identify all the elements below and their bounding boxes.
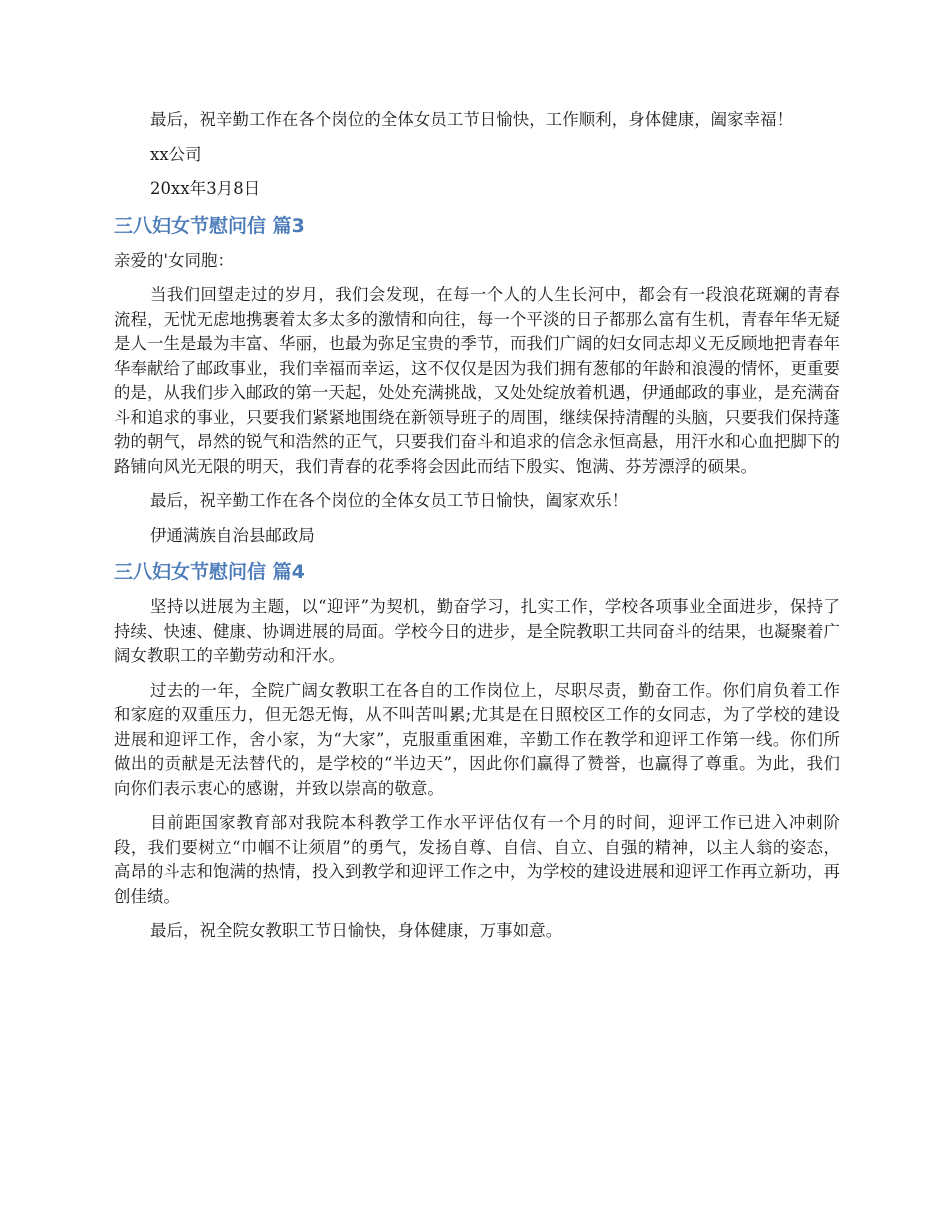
section3-heading: 三八妇女节慰问信 篇3 bbox=[114, 214, 305, 237]
section3-greeting: 亲爱的'女同胞： bbox=[114, 250, 235, 270]
section4-closing: 最后，祝全院女教职工节日愉快，身体健康，万事如意。 bbox=[150, 921, 563, 940]
section3-body: 当我们回望走过的岁月，我们会发现，在每一个人的人生长河中，都会有一段浪花斑斓的青春流程，无忧无虑地携裹着太多太多的激情和向往，每一个平淡的日子都那么富有生机，青春年华无疑是人一生是最为丰富、华丽，也最为弥足宝贵的季节，而我们广阔的妇女同志却义无反顾地把青春年华奉献给了邮政事业，我们幸福而幸运，这不仅仅是因为我们拥有葱郁的年龄和浪漫的情怀，更重要的是，从我们步入邮政的第一天起，处处充满挑战，又处处绽放着机遇，伊通邮政的事业，是充满奋斗和追求的事业，只要我们紧紧地围绕在新领导班子的周围，继续保持清醒的头脑，只要我们保持蓬勃的朝气，昂然的锐气和浩然的正气，只要我们奋斗和追求的信念永恒高悬，用汗水和心血把脚下的路铺向风光无限的明天，我们青春的花季将会因此而结下殷实、饱满、芬芳漂浮的硕果。 bbox=[114, 285, 840, 476]
section4-paragraph-1: 坚持以进展为主题，以“迎评”为契机，勤奋学习，扎实工作，学校各项事业全面进步，保持了持续、快速、健康、协调进展的局面。学校今日的进步，是全院教职工共同奋斗的结果，也凝聚着广阔女教职工的辛勤劳动和汗水。 bbox=[114, 597, 840, 665]
section3-closing: 最后，祝辛勤工作在各个岗位的全体女员工节日愉快，阖家欢乐！ bbox=[150, 491, 629, 510]
section4-paragraph-3: 目前距国家教育部对我院本科教学工作水平评估仅有一个月的时间，迎评工作已进入冲刺阶段，我们要树立“巾帼不让须眉”的勇气，发扬自尊、自信、自立、自强的精神，以主人翁的姿态，高昂的斗志和饱满的热情，投入到教学和迎评工作之中，为学校的建设进展和迎评工作再立新功，再创佳绩。 bbox=[114, 813, 840, 906]
document-page bbox=[114, 108, 840, 944]
section2-date: 20xx年3月8日 bbox=[150, 179, 261, 198]
section2-closing: 最后，祝辛勤工作在各个岗位的全体女员工节日愉快，工作顺利，身体健康，阖家幸福！ bbox=[150, 110, 794, 129]
section4-heading: 三八妇女节慰问信 篇4 bbox=[114, 561, 305, 583]
section3-signature: 伊通满族自治县邮政局 bbox=[150, 525, 315, 545]
section2-company: xx公司 bbox=[150, 144, 202, 164]
section4-paragraph-2: 过去的一年，全院广阔女教职工在各自的工作岗位上，尽职尽责，勤奋工作。你们肩负着工作和家庭的双重压力，但无怨无悔，从不叫苦叫累;尤其是在日照校区工作的女同志，为了学校的建设进展和迎评工作，舍小家，为“大家”，克服重重困难，辛勤工作在教学和迎评工作第一线。你们所做出的贡献是无法替代的，是学校的“半边天”，因此你们赢得了赞誉，也赢得了尊重。为此，我们向你们表示衷心的感谢，并致以崇高的敬意。 bbox=[114, 680, 840, 798]
